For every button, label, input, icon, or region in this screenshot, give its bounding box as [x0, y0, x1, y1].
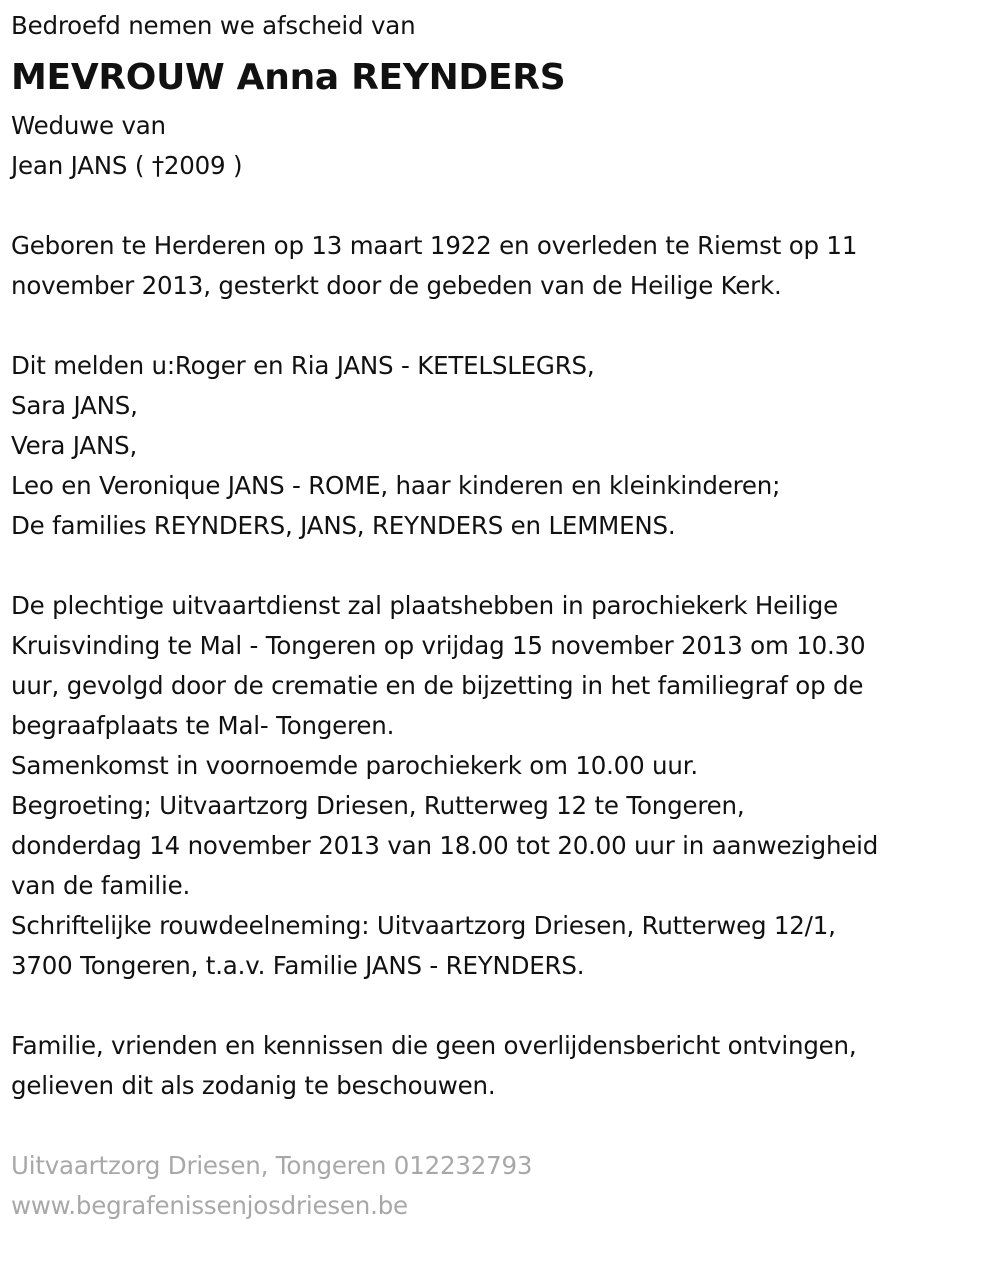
- paragraph-line: 3700 Tongeren, t.a.v. Familie JANS - REYNDERS.: [11, 951, 585, 980]
- announcers-paragraph: [11, 346, 981, 546]
- paragraph-line: Leo en Veronique JANS - ROME, haar kinderen en kleinkinderen;: [11, 471, 781, 500]
- spacer: [11, 306, 981, 346]
- spacer: [11, 186, 981, 226]
- paragraph-line: De families REYNDERS, JANS, REYNDERS en LEMMENS.: [11, 511, 676, 540]
- spacer: [11, 986, 981, 1026]
- paragraph-line: november 2013, gesterkt door de gebeden van de Heilige Kerk.: [11, 271, 782, 300]
- paragraph-line: Samenkomst in voornoemde parochiekerk om 10.00 uur.: [11, 751, 698, 780]
- funeral-home-contact: Uitvaartzorg Driesen, Tongeren 012232793: [11, 1151, 533, 1180]
- paragraph-line: begraafplaats te Mal- Tongeren.: [11, 711, 395, 740]
- paragraph-line: Familie, vrienden en kennissen die geen overlijdensbericht ontvingen,: [11, 1031, 857, 1060]
- spacer: [11, 546, 981, 586]
- paragraph-line: Sara JANS,: [11, 391, 138, 420]
- cross-icon: †: [151, 151, 164, 180]
- spouse-name: Jean JANS: [11, 151, 128, 180]
- service-paragraph: [11, 586, 981, 986]
- footer: [11, 1146, 981, 1226]
- paragraph-line: De plechtige uitvaartdienst zal plaatshebben in parochiekerk Heilige: [11, 591, 839, 620]
- paragraph-line: uur, gevolgd door de crematie en de bijzetting in het familiegraf op de: [11, 671, 864, 700]
- birth-death-paragraph: [11, 226, 981, 306]
- spouse-line: [11, 146, 981, 186]
- spouse-death-prefix: (: [134, 151, 152, 180]
- paragraph-line: Vera JANS,: [11, 431, 138, 460]
- website-link[interactable]: www.begrafenissenjosdriesen.be: [11, 1191, 408, 1220]
- paragraph-line: van de familie.: [11, 871, 191, 900]
- spacer: [11, 1106, 981, 1146]
- paragraph-line: gelieven dit als zodanig te beschouwen.: [11, 1071, 496, 1100]
- paragraph-line: donderdag 14 november 2013 van 18.00 tot 20.00 uur in aanwezigheid: [11, 831, 879, 860]
- spouse-death-year: 2009: [163, 151, 226, 180]
- paragraph-line: Geboren te Herderen op 13 maart 1922 en overleden te Riemst op 11: [11, 231, 858, 260]
- deceased-name: MEVROUW Anna REYNDERS: [11, 57, 566, 98]
- paragraph-line: Begroeting; Uitvaartzorg Driesen, Rutterweg 12 te Tongeren,: [11, 791, 745, 820]
- closing-paragraph: [11, 1026, 981, 1106]
- spouse-death-suffix: ): [225, 151, 243, 180]
- paragraph-line: Dit melden u:Roger en Ria JANS - KETELSLEGRS,: [11, 351, 595, 380]
- paragraph-line: Kruisvinding te Mal - Tongeren op vrijdag 15 november 2013 om 10.30: [11, 631, 866, 660]
- intro-text: Bedroefd nemen we afscheid van: [11, 11, 416, 40]
- relation-label: Weduwe van: [11, 111, 166, 140]
- paragraph-line: Schriftelijke rouwdeelneming: Uitvaartzorg Driesen, Rutterweg 12/1,: [11, 911, 836, 940]
